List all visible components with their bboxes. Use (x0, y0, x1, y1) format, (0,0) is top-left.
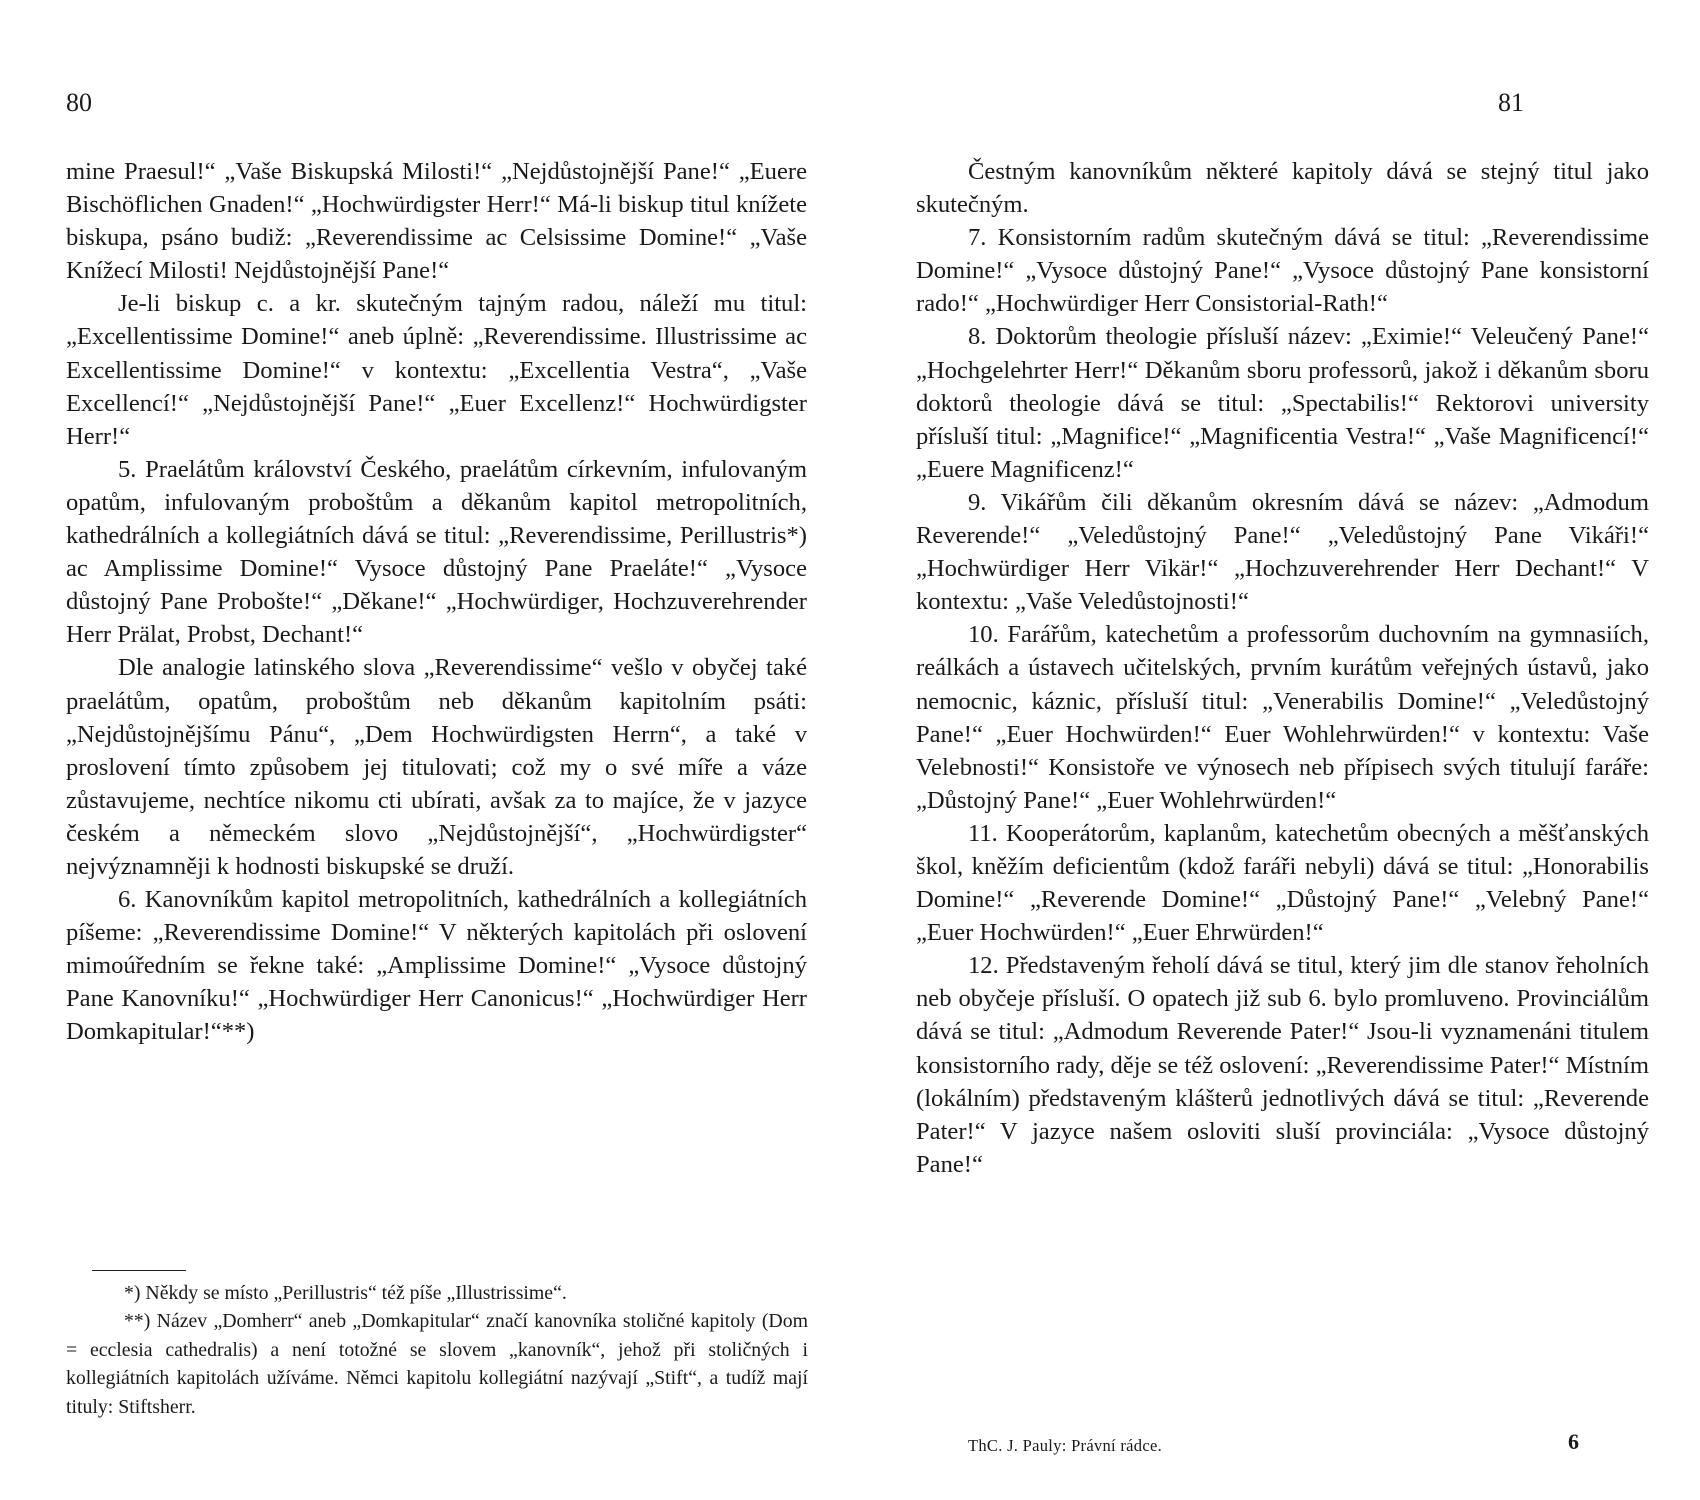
page-number: 80 (66, 88, 92, 117)
paragraph: 8. Doktorům theologie přísluší název: „Eximie!“ Veleučený Pane!“ „Hochgelehrter Herr!“ Děkanům sboru professorů, jakož i děkanům sboru doktorů theologie dává se titul: „Spectabilis!“ Rektorovi university přísluší titul: „Magnifice!“ „Magnificentia Vestra!“ „Vaše Magnificencí!“ „Euere Magnificenz!“ (916, 323, 1649, 483)
right-page (850, 0, 1700, 1500)
paragraph: Je-li biskup c. a kr. skutečným tajným radou, náleží mu titul: „Excellentissime Domine!“ aneb úplně: „Reverendissime. Illustrissime ac Excellentissime Domine!“ v kontextu: „Excellentia Vestra“, „Vaše Excellencí!“ „Nejdůstojnější Pane!“ „Euer Excellenz!“ Hochwürdigster Herr!“ (66, 290, 807, 450)
paragraph: 10. Farářům, katechetům a professorům duchovním na gymnasiích, reálkách a ústavech učitelských, prvním kurátům veřejných ústavů, jako nemocnic, káznic, přísluší titul: „Venerabilis Domine!“ „Veledůstojný Pane!“ „Euer Hochwürden!“ Euer Wohlehrwürden!“ v kontextu: Vaše Velebnosti!“ Konsistoře ve výnosech neb přípisech svých titulují faráře: „Důstojný Pane!“ „Euer Wohlehrwürden!“ (916, 621, 1649, 814)
paragraph: 12. Představeným řeholí dává se titul, který jim dle stanov řeholních neb obyčeje přísluší. O opatech již sub 6. bylo promluveno. Provinciálům dává se titul: „Admodum Reverende Pater!“ Jsou-li vyznamenáni titulem konsistorního rady, děje se též oslovení: „Reverendissime Pater!“ Místním (lokálním) představeným klášterů jednotlivých dává se titul: „Reverende Pater!“ V jazyce našem osloviti sluší provinciála: „Vysoce důstojný Pane!“ (916, 952, 1649, 1178)
footnote-divider (92, 1270, 186, 1271)
footnote: **) Název „Domherr“ aneb „Domkapitular“ značí kanovníka stoličné kapitoly (Dom = ecclesia cathedralis) a není totožné se slovem „kanovník“, jehož při stoličných i kollegiátních kapitolách užíváme. Němci kapitolu kollegiátní nazývají „Stift“, a tudíž mají tituly: Stiftsherr. (66, 1310, 808, 1418)
footnote: *) Někdy se místo „Perillustris“ též píše „Illustrissime“. (124, 1282, 567, 1304)
body-text (916, 155, 1649, 1181)
paragraph: mine Praesul!“ „Vaše Biskupská Milosti!“ „Nejdůstojnější Pane!“ „Euere Bischöflichen Gnaden!“ „Hochwürdigster Herr!“ Má-li biskup titul knížete biskupa, psáno budiž: „Reverendissime ac Celsissime Domine!“ „Vaše Knížecí Milosti! Nejdůstojnější Pane!“ (66, 158, 807, 285)
paragraph: Dle analogie latinského slova „Reverendissime“ vešlo v obyčej také praelátům, opatům, proboštům neb děkanům kapitolním psáti: „Nejdůstojnějšímu Pánu“, „Dem Hochwürdigsten Herrn“, a také v proslovení tímto způsobem jej titulovati; což my o své míře a váze zůstavujeme, nechtíce nikomu cti ubírati, avšak za to majíce, že v jazyce českém a německém slovo „Nejdůstojnější“, „Hochwürdigster“ nejvýznamněji k hodnosti biskupské se druží. (66, 654, 807, 880)
paragraph: 6. Kanovníkům kapitol metropolitních, kathedrálních a kollegiátních píšeme: „Reverendissime Domine!“ V některých kapitolách při oslovení mimoúředním se řekne také: „Amplissime Domine!“ „Vysoce důstojný Pane Kanovníku!“ „Hochwürdiger Herr Canonicus!“ „Hochwürdiger Herr Domkapitular!“**) (66, 886, 807, 1046)
signature-mark: 6 (1568, 1429, 1579, 1454)
footnotes (66, 1279, 808, 1421)
paragraph: 11. Kooperátorům, kaplanům, katechetům obecných a měšťanských škol, kněžím deficientům (kdož faráři nebyli) dává se titul: „Honorabilis Domine!“ „Reverende Domine!“ „Důstojný Pane!“ „Velebný Pane!“ „Euer Hochwürden!“ „Euer Ehrwürden!“ (916, 819, 1649, 947)
footer-author: ThC. J. Pauly (968, 1436, 1062, 1455)
footer-citation: ThC. J. Pauly: Právní rádce. (968, 1436, 1163, 1455)
paragraph: Čestným kanovníkům některé kapitoly dává se stejný titul jako skutečným. (916, 158, 1649, 219)
page-number: 81 (1498, 88, 1524, 117)
paragraph: 7. Konsistorním radům skutečným dává se titul: „Reverendissime Domine!“ „Vysoce důstojný Pane!“ „Vysoce důstojný Pane konsistorní rado!“ „Hochwürdiger Herr Consistorial-Rath!“ (916, 224, 1649, 318)
paragraph: 9. Vikářům čili děkanům okresním dává se název: „Admodum Reverende!“ „Veledůstojný Pane!“ „Veledůstojný Pane Vikáři!“ „Hochwürdiger Herr Vikär!“ „Hochzuverehrender Herr Dechant!“ V kontextu: „Vaše Veledůstojnosti!“ (916, 488, 1649, 616)
paragraph: 5. Praelátům království Českého, praelátům církevním, infulovaným opatům, infulovaným proboštům a děkanům kapitol metropolitních, kathedrálních a kollegiátních dává se titul: „Reverendissime, Perillustris*) ac Amplissime Domine!“ Vysoce důstojný Pane Praeláte!“ „Vysoce důstojný Pane Probošte!“ „Děkane!“ „Hochwürdiger, Hochzuverehrender Herr Prälat, Probst, Dechant!“ (66, 455, 807, 649)
footer-title: Právní rádce. (1071, 1436, 1163, 1455)
body-text (66, 155, 807, 1049)
